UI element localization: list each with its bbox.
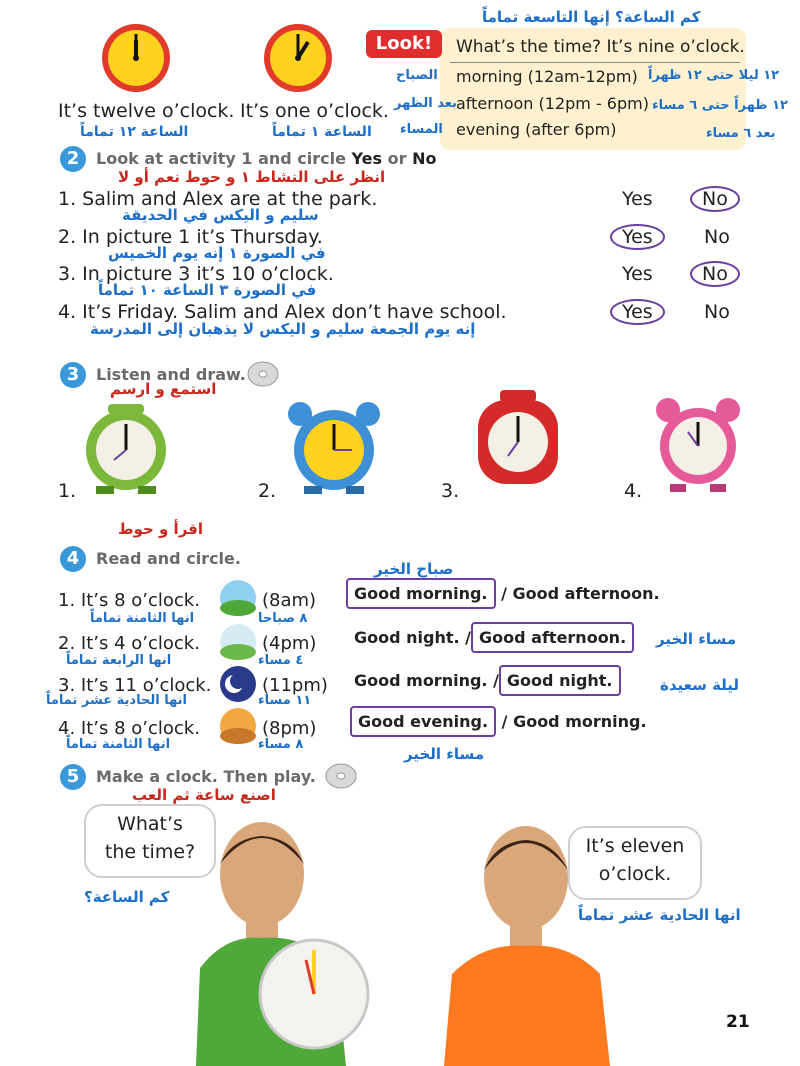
blue-alarm-clock-illustration (282, 400, 386, 494)
s4-item3-time: (11pm) (262, 675, 328, 696)
clock2-caption: It’s one o’clock. (240, 100, 389, 122)
clock1-caption-ar: الساعة ١٢ تماماً (80, 124, 189, 140)
boy-in-orange-illustration (434, 824, 614, 1066)
boy-holding-clock-illustration (196, 818, 396, 1066)
s4-item2-ar: انها الرابعة تماماً (66, 653, 172, 668)
s4-item4-ar: انها الثامنة تماماً (66, 737, 171, 752)
s4-item3-opt1: Good morning. (354, 671, 488, 690)
s2-item1-no-circled: No (690, 186, 740, 212)
s4-item1-opt1-circled: Good morning. (346, 578, 496, 609)
morning-sun-icon (216, 578, 260, 618)
s2-item1: 1. Salim and Alex are at the park. (58, 188, 378, 210)
s4-item3-ar-time: ١١ مساء (258, 693, 312, 708)
page-number: 21 (726, 1012, 750, 1032)
s4-item2-options: Good night. / Good afternoon. (354, 628, 634, 647)
s2-item4-ar: إنه يوم الجمعة سليم و اليكس لا يذهبان إلى المدرسة (90, 320, 476, 338)
section4-number: 4 (60, 546, 86, 572)
s2-item3-ar: في الصورة ٣ الساعة ١٠ تماماً (98, 281, 317, 299)
s2-item4: 4. It’s Friday. Salim and Alex don’t have school. (58, 301, 507, 323)
red-alarm-clock-illustration (468, 388, 568, 494)
look-divider (450, 62, 740, 63)
clock1-caption: It’s twelve o’clock. (58, 100, 235, 122)
s4-item4: 4. It’s 8 o’clock. (58, 718, 200, 739)
s4-greet-ar-top: صباح الخير (374, 560, 454, 578)
s2-item4-yes-circled: Yes (610, 299, 665, 325)
s2-item2-no: No (704, 226, 730, 248)
s4-greet-ar-bottom: مساء الخير (404, 745, 485, 763)
s3-label-1: 1. (58, 480, 77, 502)
section5-title: Make a clock. Then play. (96, 767, 316, 786)
cd-audio-icon (324, 762, 358, 790)
s2-item2-ar: في الصورة ١ إنه يوم الخميس (108, 244, 326, 262)
section5-number: 5 (60, 764, 86, 790)
look-row1-right-ar: ١٢ ليلا حتى ١٢ ظهراً (648, 68, 780, 83)
section3-title-ar: استمع و ارسم (110, 380, 217, 398)
moon-night-icon (216, 664, 260, 704)
speech-bubble-right: It’s eleven o’clock. (568, 826, 702, 900)
section2-title: Look at activity 1 and circle Yes or No (96, 149, 437, 168)
s4-item4-options: Good evening. / Good morning. (350, 712, 647, 731)
s4-item1: 1. It’s 8 o’clock. (58, 590, 200, 611)
s4-item1-opt2: Good afternoon. (512, 584, 660, 603)
look-row1: morning (12am-12pm) (456, 67, 638, 86)
green-alarm-clock-illustration (74, 402, 178, 494)
evening-sunset-icon (216, 706, 260, 746)
s4-item1-options: Good morning. / Good afternoon. (346, 584, 660, 603)
s4-item2-opt1: Good night. (354, 628, 460, 647)
pink-alarm-clock-illustration (650, 396, 746, 496)
s4-item2: 2. It’s 4 o’clock. (58, 633, 200, 654)
s4-item1-ar-time: ٨ صباحا (258, 611, 308, 626)
speech-bubble-left-ar: كم الساعة؟ (84, 888, 170, 906)
look-title-ar: كم الساعة؟ إنها التاسعة تماماً (482, 8, 701, 26)
section5-title-ar: اصنع ساعة ثم العب (132, 786, 276, 804)
s4-item4-ar-time: ٨ مساء (258, 737, 304, 752)
s2-item2: 2. In picture 1 it’s Thursday. (58, 226, 323, 248)
s3-label-2: 2. (258, 480, 277, 502)
section4-title-ar: اقرأ و حوط (118, 520, 203, 538)
speech-bubble-left: What’s the time? (84, 804, 216, 878)
section4-title: Read and circle. (96, 549, 241, 568)
section2-number: 2 (60, 146, 86, 172)
afternoon-icon (216, 622, 260, 662)
section3-number: 3 (60, 362, 86, 388)
s4-item4-time: (8pm) (262, 718, 317, 739)
section3-title: Listen and draw. (96, 365, 246, 384)
look-question: What’s the time? It’s nine o’clock. (456, 37, 745, 57)
look-row3: evening (after 6pm) (456, 120, 617, 139)
clock2-caption-ar: الساعة ١ تماماً (272, 124, 372, 140)
s2-item1-yes: Yes (622, 188, 653, 210)
s4-item3-options: Good morning. / Good night. (354, 671, 621, 690)
s3-label-3: 3. (441, 480, 460, 502)
s2-item1-ar: سليم و اليكس في الحديقة (122, 206, 319, 224)
s4-item3-opt2-circled: Good night. (499, 665, 621, 696)
clock-twelve-illustration (100, 18, 172, 96)
s4-item1-ar: انها الثامنة تماماً (90, 611, 195, 626)
s4-item2-side-ar: مساء الخير (656, 630, 737, 648)
look-row3-right-ar: بعد ٦ مساء (706, 126, 776, 141)
s3-label-4: 4. (624, 480, 643, 502)
look-row2-right-ar: ١٢ ظهراً حتى ٦ مساء (652, 98, 788, 113)
s4-item2-ar-time: ٤ مساء (258, 653, 304, 668)
s4-item4-opt1-circled: Good evening. (350, 706, 496, 737)
s2-item4-no: No (704, 301, 730, 323)
s2-item3: 3. In picture 3 it’s 10 o’clock. (58, 263, 334, 285)
look-row3-left-ar: المساء (400, 122, 443, 137)
s4-item2-time: (4pm) (262, 633, 317, 654)
s2-item3-yes: Yes (622, 263, 653, 285)
look-badge: Look! (366, 30, 442, 58)
section2-title-ar: انظر على النشاط ١ و حوط نعم أو لا (118, 168, 386, 186)
s2-item3-no-circled: No (690, 261, 740, 287)
cd-audio-icon (246, 360, 280, 388)
s4-item3-side-ar: ليلة سعيدة (660, 676, 740, 694)
s4-item4-opt2: Good morning. (513, 712, 647, 731)
look-row2: afternoon (12pm - 6pm) (456, 94, 649, 113)
s4-item3: 3. It’s 11 o’clock. (58, 675, 212, 696)
look-row1-left-ar: الصباح (396, 68, 438, 83)
look-row2-left-ar: بعد الظهر (394, 96, 457, 111)
s4-item3-ar: انها الحادية عشر تماماً (46, 693, 188, 708)
speech-bubble-right-ar: انها الحادية عشر تماماً (578, 906, 741, 924)
clock-one-illustration (262, 18, 334, 96)
s4-item1-time: (8am) (262, 590, 317, 611)
s2-item2-yes-circled: Yes (610, 224, 665, 250)
s4-item2-opt2-circled: Good afternoon. (471, 622, 634, 653)
